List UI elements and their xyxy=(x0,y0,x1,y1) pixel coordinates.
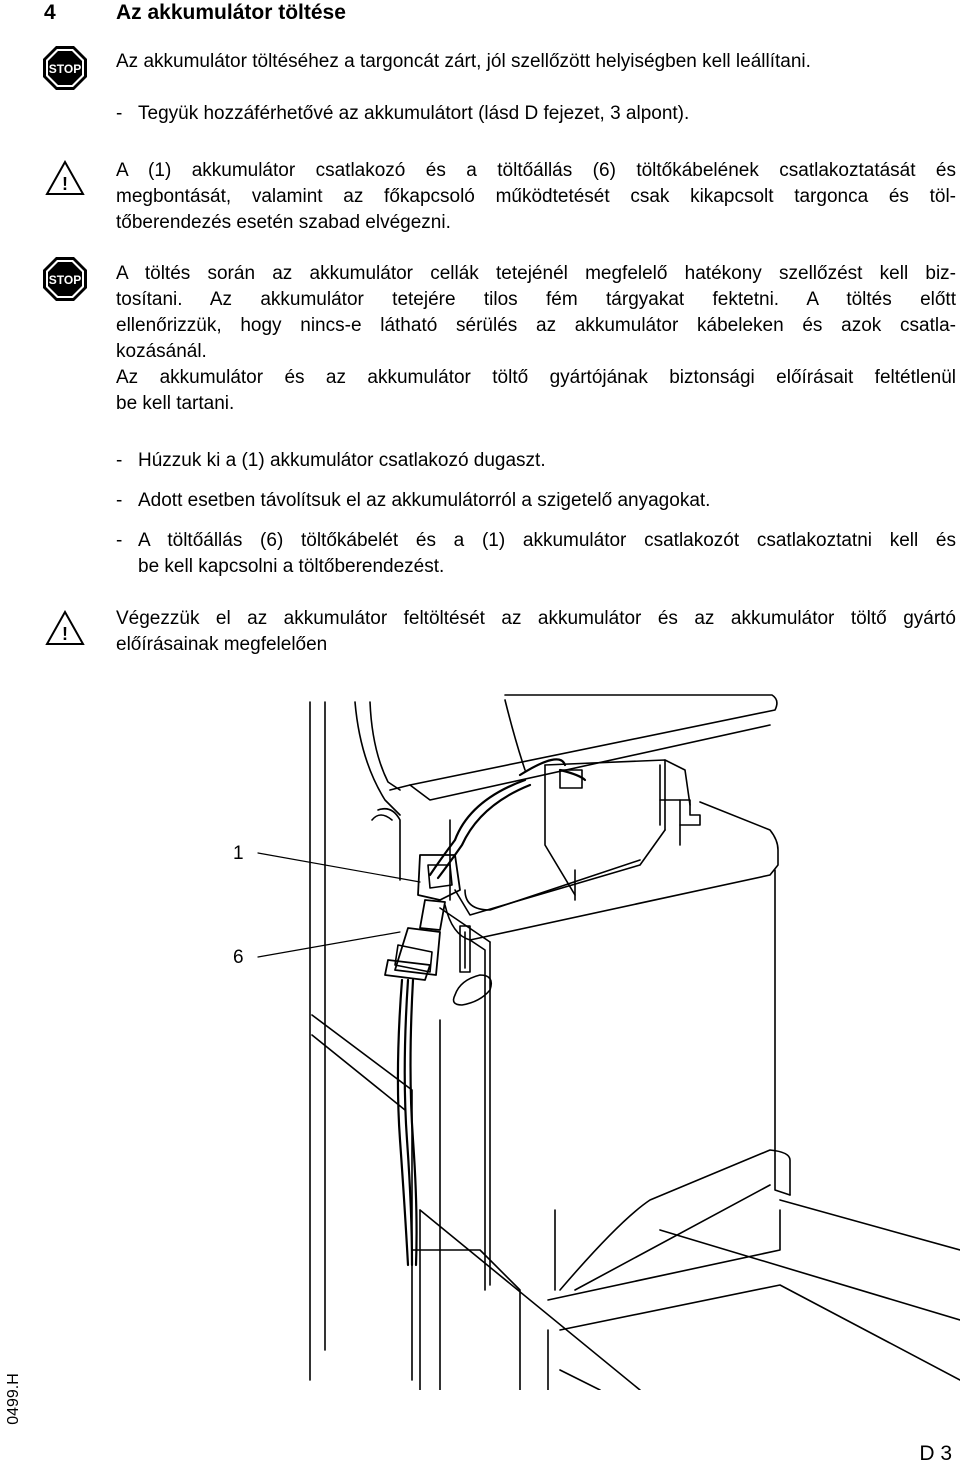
section-number: 4 xyxy=(44,1,56,24)
battery-charging-illustration xyxy=(0,690,960,1390)
warning-mark: ! xyxy=(62,624,68,644)
text-line: ellenőrizzük, hogy nincs-e látható sérülés az akkumulátor kábeleken és azok csatla- xyxy=(116,315,956,336)
text-line: be kell kapcsolni a töltőberendezést. xyxy=(138,556,445,577)
bullet-dash: - xyxy=(116,530,123,551)
text-line: A töltőállás (6) töltőkábelét és a (1) akkumulátor csatlakozót csatlakoztatni kell és xyxy=(138,530,956,551)
bullet-dash: - xyxy=(116,103,123,124)
callout-1: 1 xyxy=(233,843,244,864)
paragraph-charging-ventilation xyxy=(116,261,956,417)
bullet-connect-charger xyxy=(138,528,956,580)
stop-label: STOP xyxy=(48,273,82,287)
stop-label: STOP xyxy=(48,62,82,76)
text-line: be kell tartani. xyxy=(116,393,235,414)
warning-triangle-icon xyxy=(45,160,85,196)
bullet-remove-insulation: Adott esetben távolítsuk el az akkumulátorról a szigetelő anyagokat. xyxy=(138,490,711,511)
warning-triangle-icon xyxy=(45,610,85,646)
warning-mark: ! xyxy=(62,174,68,194)
bullet-dash: - xyxy=(116,490,123,511)
paragraph-ventilation: Az akkumulátor töltéséhez a targoncát zárt, jól szellőzött helyiségben kell leállítani. xyxy=(116,51,811,72)
page-number: D 3 xyxy=(919,1442,952,1465)
bullet-unplug: Húzzuk ki a (1) akkumulátor csatlakozó dugaszt. xyxy=(138,450,546,471)
text-line: tosítani. Az akkumulátor tetejére tilos fém tárgyakat fektetni. A töltés előtt xyxy=(116,289,956,310)
bullet-dash: - xyxy=(116,450,123,471)
text-line: A töltés során az akkumulátor cellák tetejénél megfelelő hatékony szellőzést kell biz- xyxy=(116,263,956,284)
paragraph-perform-charging xyxy=(116,606,956,658)
section-title: Az akkumulátor töltése xyxy=(116,1,346,24)
text-line: kozásánál. xyxy=(116,341,207,362)
text-line: A (1) akkumulátor csatlakozó és a töltőállás (6) töltőkábelének csatlakoztatását és xyxy=(116,160,956,181)
callout-6: 6 xyxy=(233,947,244,968)
text-line: Végezzük el az akkumulátor feltöltését az akkumulátor és az akkumulátor töltő gyártó xyxy=(116,608,956,629)
stop-sign-icon xyxy=(42,45,88,91)
text-line: tőberendezés esetén szabad elvégezni. xyxy=(116,212,451,233)
bullet-access-battery: Tegyük hozzáférhetővé az akkumulátort (lásd D fejezet, 3 alpont). xyxy=(138,103,690,124)
text-line: Az akkumulátor és az akkumulátor töltő gyártójának biztonsági előírásait feltétlenül xyxy=(116,367,956,388)
text-line: megbontását, valamint az főkapcsoló működtetését csak kikapcsolt targonca és töl- xyxy=(116,186,956,207)
document-code: 0499.H xyxy=(4,1373,22,1425)
stop-sign-icon xyxy=(42,256,88,302)
text-line: előírásainak megfelelően xyxy=(116,634,328,655)
paragraph-connect-safety xyxy=(116,158,956,236)
